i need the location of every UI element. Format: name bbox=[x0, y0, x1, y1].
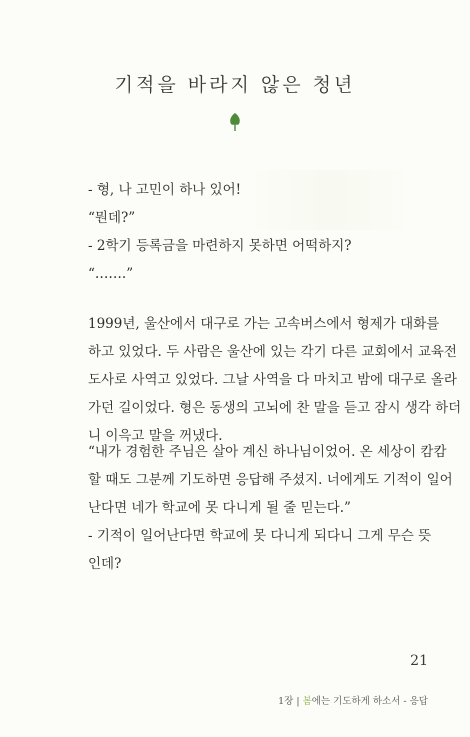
text-line: 가던 길이었다. 형은 동생의 고뇌에 찬 말을 듣고 잠시 생각 하더 bbox=[88, 400, 462, 416]
text-line: “내가 경험한 주님은 살아 계신 하나님이었어. 온 세상이 캄캄 bbox=[88, 444, 447, 460]
text-line: 인데? bbox=[88, 556, 122, 572]
dialogue-line: “…….” bbox=[88, 266, 134, 282]
text-line: 난다면 네가 학교에 못 다니게 될 줄 믿는다.” bbox=[88, 500, 351, 516]
paragraph-narration bbox=[88, 310, 462, 450]
dialogue-block bbox=[88, 176, 428, 288]
dialogue-line: - 형, 나 고민이 하나 있어! bbox=[88, 182, 242, 198]
text-line: 1999년, 울산에서 대구로 가는 고속버스에서 형제가 대화를 bbox=[88, 316, 440, 332]
chapter-title: 기적을 바라지 않은 청년 bbox=[114, 74, 356, 96]
footer-accent: 봄 bbox=[302, 696, 312, 707]
dialogue-line: - 2학기 등록금을 마련하지 못하면 어떡하지? bbox=[88, 238, 352, 254]
text-line: 할 때도 그분께 기도하면 응답해 주셨지. 너에게도 기적이 일어 bbox=[88, 472, 453, 488]
text-line: 하고 있었다. 두 사람은 울산에 있는 각기 다른 교회에서 교육전 bbox=[88, 344, 457, 360]
footer-chapter: 1장 | bbox=[278, 696, 300, 707]
footer-rest: 에는 기도하게 하소서 - 응답 bbox=[311, 696, 428, 707]
dialogue-line: “뭔데?” bbox=[88, 210, 136, 226]
text-line: 도사로 사역고 있었다. 그날 사역을 다 마치고 밤에 대구로 올라 bbox=[88, 372, 457, 388]
running-footer bbox=[240, 693, 428, 707]
text-line: - 기적이 일어난다면 학교에 못 다니게 되다니 그게 무슨 뜻 bbox=[88, 528, 432, 544]
text-line: 니 이윽고 말을 꺼냈다. bbox=[88, 428, 223, 444]
paragraph-quote bbox=[88, 438, 453, 578]
tree-icon bbox=[228, 113, 242, 131]
page-number: 21 bbox=[410, 653, 428, 669]
